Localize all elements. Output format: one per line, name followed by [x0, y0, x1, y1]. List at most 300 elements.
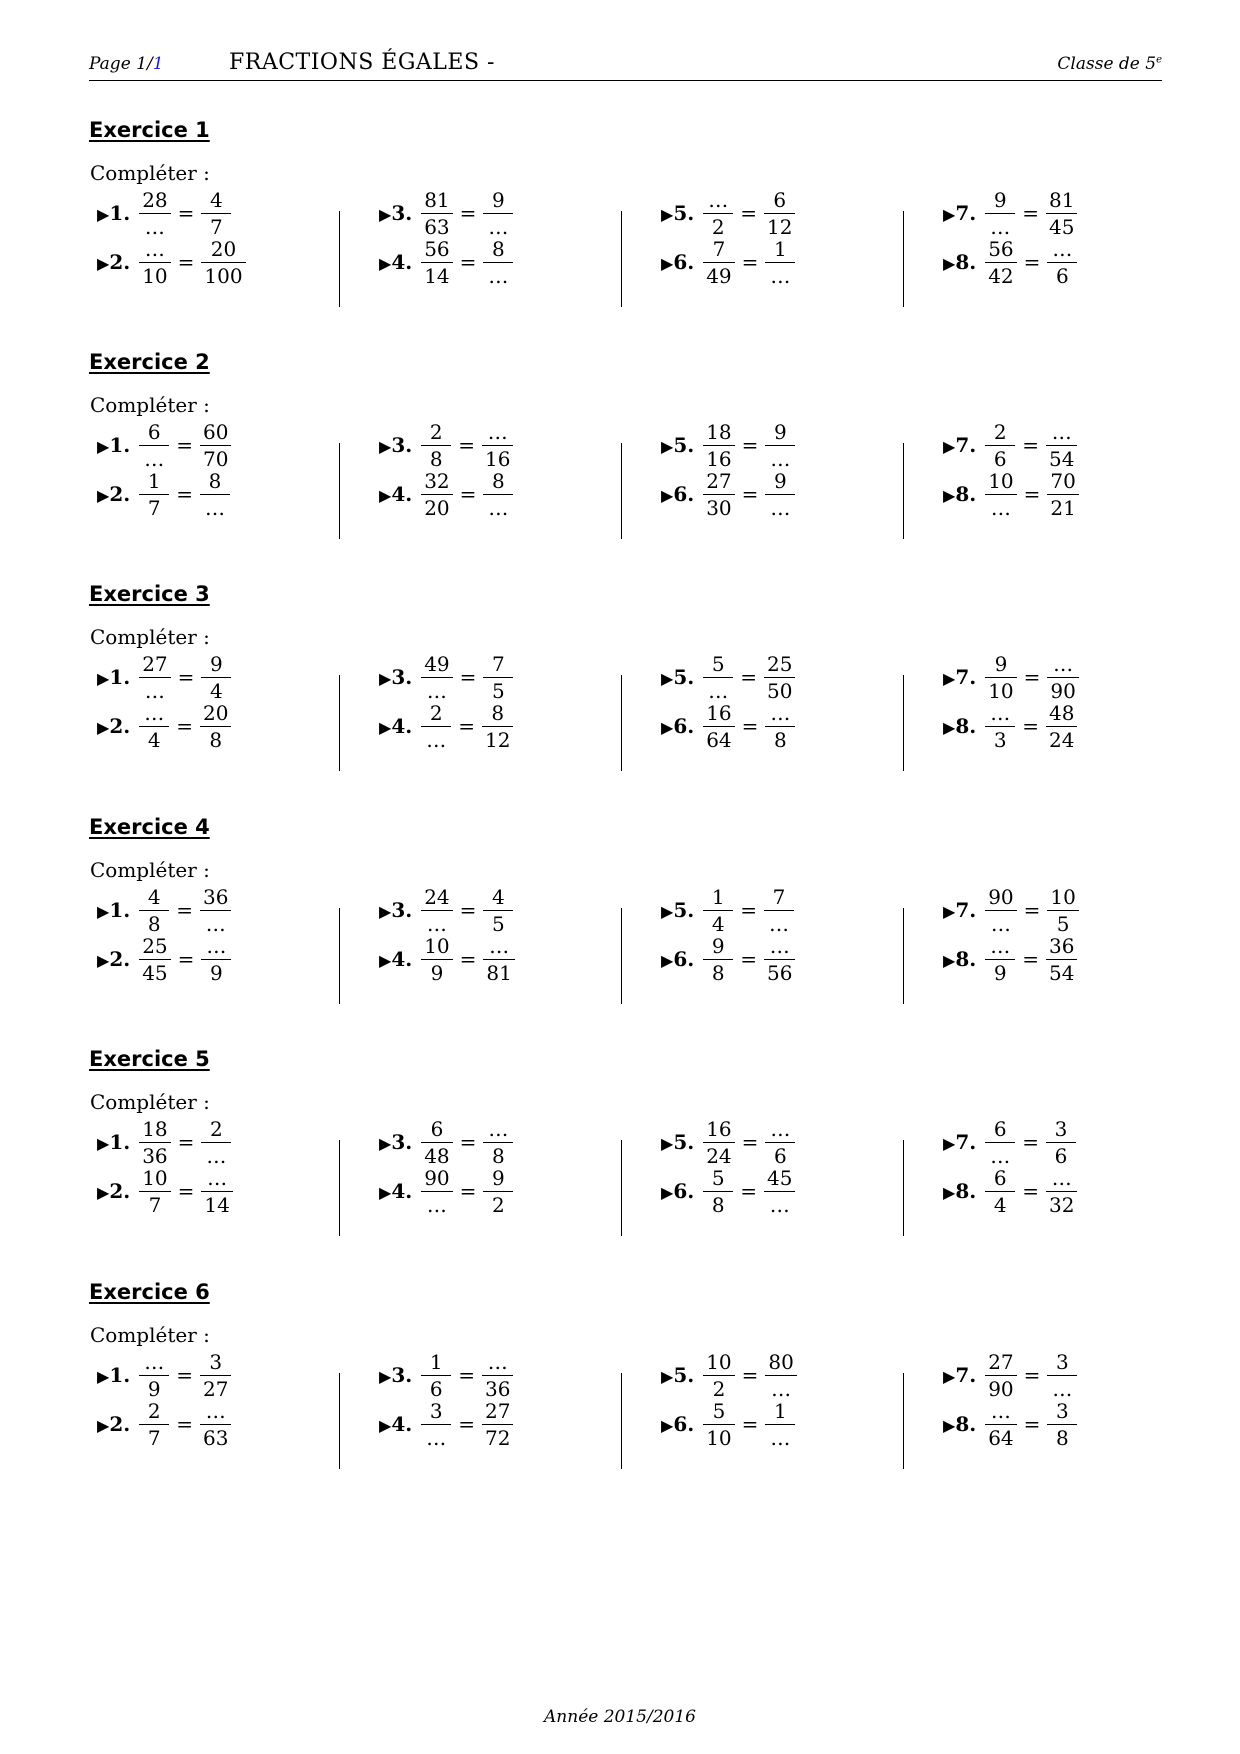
denominator[interactable]: … — [985, 494, 1016, 518]
numerator[interactable]: 25 — [766, 651, 793, 676]
left-fraction — [421, 700, 451, 752]
denominator[interactable]: 4 — [139, 726, 169, 750]
numerator[interactable]: 5 — [711, 651, 725, 676]
denominator[interactable]: 3 — [985, 726, 1015, 750]
numerator[interactable]: 1 — [147, 468, 161, 493]
equation-item — [379, 418, 513, 472]
denominator[interactable]: … — [483, 213, 513, 237]
item-number — [943, 714, 976, 738]
equals-sign: = — [459, 250, 477, 274]
numerator[interactable]: 8 — [491, 700, 505, 725]
denominator[interactable]: 12 — [764, 213, 795, 237]
denominator[interactable]: 16 — [703, 445, 734, 469]
denominator[interactable]: 5 — [483, 677, 513, 701]
equation-item — [661, 932, 795, 986]
numerator[interactable]: 36 — [202, 884, 229, 909]
denominator[interactable]: 12 — [482, 726, 513, 750]
item-label: 1. — [109, 1363, 131, 1387]
numerator[interactable]: 1 — [711, 884, 725, 909]
denominator[interactable]: 90 — [1047, 677, 1078, 701]
denominator[interactable]: 90 — [985, 1375, 1016, 1399]
numerator[interactable]: … — [770, 700, 791, 725]
numerator[interactable]: 9 — [994, 651, 1008, 676]
denominator[interactable]: 8 — [200, 726, 231, 750]
right-fraction — [482, 700, 513, 752]
item-number — [943, 1179, 976, 1203]
equals-sign: = — [176, 1412, 193, 1436]
denominator[interactable]: 7 — [139, 494, 169, 518]
numerator[interactable]: 6 — [430, 1116, 444, 1141]
equation-item — [379, 650, 513, 704]
numerator[interactable]: … — [1053, 651, 1074, 676]
page-total-link[interactable]: 1 — [152, 54, 164, 74]
denominator[interactable]: … — [765, 1375, 796, 1399]
equals-sign: = — [176, 482, 193, 506]
numerator[interactable]: 4 — [147, 884, 161, 909]
denominator[interactable]: 7 — [201, 213, 231, 237]
denominator[interactable]: 16 — [482, 445, 513, 469]
denominator[interactable]: 64 — [985, 1424, 1016, 1448]
numerator[interactable]: 10 — [1050, 884, 1076, 909]
item-number — [97, 898, 130, 922]
numerator[interactable]: 4 — [210, 187, 223, 212]
item-label: 5. — [673, 1130, 695, 1154]
numerator[interactable]: 6 — [147, 419, 161, 444]
denominator[interactable]: … — [483, 494, 513, 518]
denominator[interactable]: 8 — [483, 1142, 513, 1166]
denominator[interactable]: 100 — [201, 262, 245, 286]
triangle-bullet-icon: ▶ — [943, 1134, 956, 1153]
item-number — [943, 433, 976, 457]
denominator[interactable]: 4 — [985, 1191, 1015, 1215]
item-number — [379, 433, 412, 457]
denominator[interactable]: … — [765, 262, 795, 286]
triangle-bullet-icon: ▶ — [943, 205, 956, 224]
item-number — [661, 201, 694, 225]
numerator[interactable]: 9 — [774, 419, 787, 444]
triangle-bullet-icon: ▶ — [97, 951, 110, 970]
numerator[interactable]: 2 — [210, 1116, 223, 1141]
denominator[interactable]: … — [985, 1142, 1015, 1166]
denominator[interactable]: 36 — [482, 1375, 513, 1399]
right-fraction — [482, 419, 513, 471]
numerator[interactable]: 8 — [492, 468, 505, 493]
denominator[interactable]: … — [421, 677, 452, 701]
numerator[interactable]: 9 — [492, 187, 505, 212]
item-label: 3. — [391, 898, 413, 922]
denominator[interactable]: 32 — [1046, 1191, 1077, 1215]
numerator[interactable]: 60 — [202, 419, 229, 444]
denominator[interactable]: … — [139, 445, 169, 469]
equals-sign: = — [1022, 201, 1039, 225]
denominator[interactable]: 9 — [985, 959, 1015, 983]
numerator[interactable]: 90 — [424, 1165, 450, 1190]
triangle-bullet-icon: ▶ — [379, 902, 392, 921]
denominator[interactable]: 49 — [703, 262, 734, 286]
numerator[interactable]: 81 — [424, 187, 450, 212]
numerator[interactable]: 8 — [208, 468, 222, 493]
numerator[interactable]: 3 — [209, 1349, 223, 1374]
right-fraction — [483, 187, 513, 239]
denominator[interactable]: 63 — [200, 1424, 231, 1448]
denominator[interactable]: … — [764, 910, 794, 934]
item-number — [379, 898, 412, 922]
equation-item — [943, 1164, 1077, 1218]
denominator[interactable]: 4 — [703, 910, 733, 934]
numerator[interactable]: 56 — [988, 236, 1014, 261]
denominator[interactable]: 45 — [139, 959, 170, 983]
denominator[interactable]: 30 — [703, 494, 734, 518]
numerator[interactable]: 10 — [706, 1349, 732, 1374]
denominator[interactable]: … — [703, 677, 733, 701]
denominator[interactable]: 2 — [703, 213, 733, 237]
denominator[interactable]: … — [1047, 1375, 1077, 1399]
item-number — [379, 714, 412, 738]
denominator[interactable]: 50 — [764, 677, 795, 701]
right-fraction — [200, 700, 231, 752]
numerator[interactable]: 1 — [774, 236, 787, 261]
right-fraction — [1046, 933, 1077, 985]
numerator[interactable]: 27 — [142, 651, 168, 676]
numerator[interactable]: 2 — [147, 1398, 161, 1423]
denominator[interactable]: … — [765, 494, 795, 518]
numerator[interactable]: 5 — [711, 1165, 725, 1190]
numerator[interactable]: 6 — [993, 1116, 1007, 1141]
denominator[interactable]: … — [765, 445, 795, 469]
equation-item — [97, 883, 231, 937]
left-fraction — [985, 884, 1016, 936]
numerator[interactable]: 16 — [706, 700, 732, 725]
item-label: 5. — [673, 433, 695, 457]
numerator[interactable]: … — [144, 1349, 165, 1374]
denominator[interactable]: … — [139, 677, 170, 701]
right-fraction — [1046, 187, 1077, 239]
left-fraction — [139, 187, 170, 239]
denominator[interactable]: 9 — [201, 959, 231, 983]
numerator[interactable]: … — [144, 236, 165, 261]
denominator[interactable]: 9 — [139, 1375, 169, 1399]
equation-item — [379, 467, 513, 521]
numerator[interactable]: … — [708, 187, 729, 212]
triangle-bullet-icon: ▶ — [661, 1134, 674, 1153]
numerator[interactable]: 27 — [484, 1398, 511, 1423]
numerator[interactable]: … — [990, 700, 1011, 725]
triangle-bullet-icon: ▶ — [661, 254, 674, 273]
denominator[interactable]: 21 — [1047, 494, 1078, 518]
denominator[interactable]: 10 — [139, 262, 170, 286]
denominator[interactable]: 6 — [421, 1375, 451, 1399]
exercise-instruction: Compléter : — [90, 858, 210, 882]
column-separator — [339, 908, 340, 1004]
item-number — [379, 201, 412, 225]
column-separator — [339, 211, 340, 307]
denominator[interactable]: … — [985, 213, 1015, 237]
denominator[interactable]: 45 — [1046, 213, 1077, 237]
numerator[interactable]: 32 — [424, 468, 450, 493]
triangle-bullet-icon: ▶ — [379, 1134, 392, 1153]
denominator[interactable]: 27 — [200, 1375, 231, 1399]
denominator[interactable]: … — [765, 1424, 795, 1448]
exercise-1 — [89, 118, 1162, 318]
numerator[interactable]: … — [487, 1349, 508, 1374]
denominator[interactable]: 8 — [703, 959, 733, 983]
class-label-superscript: e — [1156, 54, 1162, 66]
equation-item — [97, 1397, 231, 1451]
numerator[interactable]: 7 — [772, 884, 786, 909]
item-number — [661, 898, 694, 922]
item-label: 2. — [109, 482, 131, 506]
triangle-bullet-icon: ▶ — [379, 205, 392, 224]
numerator[interactable]: 24 — [424, 884, 450, 909]
denominator[interactable]: 14 — [421, 262, 452, 286]
item-label: 5. — [673, 201, 695, 225]
item-number — [661, 433, 694, 457]
equation-item — [661, 1348, 797, 1402]
triangle-bullet-icon: ▶ — [943, 254, 956, 273]
numerator[interactable]: 3 — [1054, 1116, 1068, 1141]
denominator[interactable]: 6 — [1047, 262, 1077, 286]
equation-item — [661, 235, 795, 289]
right-fraction — [765, 236, 795, 288]
numerator[interactable]: 2 — [429, 700, 443, 725]
item-number — [379, 1412, 412, 1436]
item-label: 2. — [109, 1179, 131, 1203]
left-fraction — [703, 933, 733, 985]
numerator[interactable]: 2 — [993, 419, 1007, 444]
item-label: 2. — [109, 714, 131, 738]
left-fraction — [985, 1349, 1016, 1401]
exercise-instruction: Compléter : — [90, 1323, 210, 1347]
numerator[interactable]: 3 — [429, 1398, 443, 1423]
right-fraction — [200, 1398, 231, 1450]
class-label — [1057, 54, 1162, 74]
denominator[interactable]: 6 — [985, 445, 1015, 469]
right-fraction — [201, 1165, 232, 1217]
numerator[interactable]: … — [770, 1116, 791, 1141]
equals-sign: = — [1022, 1130, 1039, 1154]
triangle-bullet-icon: ▶ — [379, 437, 392, 456]
left-fraction — [985, 187, 1015, 239]
triangle-bullet-icon: ▶ — [661, 1416, 674, 1435]
right-fraction — [1046, 700, 1077, 752]
denominator[interactable]: 36 — [139, 1142, 170, 1166]
numerator[interactable]: 90 — [988, 884, 1014, 909]
denominator[interactable]: 70 — [200, 445, 231, 469]
denominator[interactable]: 2 — [703, 1375, 734, 1399]
denominator[interactable]: 10 — [985, 677, 1016, 701]
numerator[interactable]: … — [205, 1398, 226, 1423]
numerator[interactable]: 28 — [142, 187, 168, 212]
denominator[interactable]: 14 — [201, 1191, 232, 1215]
denominator[interactable]: … — [764, 1191, 795, 1215]
item-label: 6. — [673, 482, 695, 506]
equals-sign: = — [176, 898, 193, 922]
equals-sign: = — [1023, 250, 1041, 274]
denominator[interactable]: 8 — [139, 910, 169, 934]
numerator[interactable]: 27 — [988, 1349, 1014, 1374]
numerator[interactable]: 9 — [993, 187, 1007, 212]
numerator[interactable]: … — [769, 933, 790, 958]
equation-item — [379, 932, 515, 986]
numerator[interactable]: … — [489, 933, 510, 958]
numerator[interactable]: 10 — [988, 468, 1014, 493]
numerator[interactable]: 70 — [1050, 468, 1076, 493]
denominator[interactable]: 9 — [421, 959, 452, 983]
numerator[interactable]: 6 — [993, 1165, 1007, 1190]
denominator[interactable]: 24 — [1046, 726, 1077, 750]
numerator[interactable]: 3 — [1056, 1398, 1069, 1423]
numerator[interactable]: 27 — [706, 468, 732, 493]
item-number — [379, 1179, 412, 1203]
left-fraction — [421, 419, 451, 471]
denominator[interactable]: 54 — [1046, 959, 1077, 983]
column-separator — [621, 908, 622, 1004]
numerator[interactable]: … — [1051, 1165, 1072, 1190]
column-separator — [621, 1140, 622, 1236]
numerator[interactable]: … — [990, 933, 1011, 958]
right-fraction — [1046, 1165, 1077, 1217]
numerator[interactable]: 7 — [492, 651, 505, 676]
denominator[interactable]: … — [421, 1191, 452, 1215]
numerator[interactable]: … — [207, 1165, 228, 1190]
numerator[interactable]: 18 — [142, 1116, 168, 1141]
numerator[interactable]: 20 — [210, 236, 237, 261]
denominator[interactable]: 4 — [201, 677, 231, 701]
numerator[interactable]: … — [990, 1398, 1011, 1423]
right-fraction — [764, 933, 795, 985]
numerator[interactable]: … — [1052, 236, 1073, 261]
numerator[interactable]: … — [1051, 419, 1072, 444]
equation-item — [661, 650, 795, 704]
triangle-bullet-icon: ▶ — [97, 902, 110, 921]
numerator[interactable]: 7 — [712, 236, 726, 261]
numerator[interactable]: … — [488, 1116, 509, 1141]
denominator[interactable]: 54 — [1046, 445, 1077, 469]
numerator[interactable]: 8 — [492, 236, 505, 261]
numerator[interactable]: 9 — [711, 933, 725, 958]
denominator[interactable]: … — [421, 1424, 451, 1448]
numerator[interactable]: 4 — [492, 884, 505, 909]
denominator[interactable]: 5 — [483, 910, 513, 934]
denominator[interactable]: 63 — [421, 213, 452, 237]
denominator[interactable]: … — [200, 494, 230, 518]
numerator[interactable]: 9 — [774, 468, 787, 493]
denominator[interactable]: 20 — [421, 494, 452, 518]
numerator[interactable]: 25 — [142, 933, 168, 958]
item-label: 4. — [391, 482, 413, 506]
denominator[interactable]: 72 — [482, 1424, 513, 1448]
denominator[interactable]: 7 — [139, 1191, 170, 1215]
denominator[interactable]: 8 — [421, 445, 451, 469]
right-fraction — [764, 884, 794, 936]
numerator[interactable]: 80 — [768, 1349, 794, 1374]
right-fraction — [483, 651, 513, 703]
column-separator — [903, 908, 904, 1004]
denominator[interactable]: 6 — [1046, 1142, 1076, 1166]
denominator[interactable]: 81 — [483, 959, 514, 983]
numerator[interactable]: 5 — [712, 1398, 726, 1423]
item-number — [661, 665, 694, 689]
item-label: 5. — [673, 665, 695, 689]
denominator[interactable]: … — [985, 910, 1016, 934]
equation-item — [661, 186, 795, 240]
numerator[interactable]: … — [206, 933, 227, 958]
denominator[interactable]: 10 — [703, 1424, 734, 1448]
equation-item — [943, 186, 1077, 240]
column-separator — [903, 443, 904, 539]
numerator[interactable]: 18 — [706, 419, 732, 444]
item-label: 7. — [955, 665, 977, 689]
denominator[interactable]: 7 — [139, 1424, 169, 1448]
triangle-bullet-icon: ▶ — [661, 1367, 674, 1386]
numerator[interactable]: 2 — [429, 419, 443, 444]
page-number — [89, 54, 164, 74]
triangle-bullet-icon: ▶ — [97, 1416, 110, 1435]
denominator[interactable]: 8 — [1047, 1424, 1077, 1448]
denominator[interactable]: 6 — [765, 1142, 795, 1166]
right-fraction — [201, 933, 231, 985]
triangle-bullet-icon: ▶ — [943, 437, 956, 456]
numerator[interactable]: 48 — [1048, 700, 1075, 725]
denominator[interactable]: 2 — [483, 1191, 513, 1215]
numerator[interactable]: 45 — [766, 1165, 793, 1190]
numerator[interactable]: 81 — [1048, 187, 1075, 212]
numerator[interactable]: 36 — [1048, 933, 1075, 958]
equation-item — [661, 1397, 795, 1451]
numerator[interactable]: 10 — [424, 933, 450, 958]
triangle-bullet-icon: ▶ — [97, 254, 110, 273]
denominator[interactable]: 8 — [703, 1191, 733, 1215]
numerator[interactable]: 49 — [424, 651, 450, 676]
triangle-bullet-icon: ▶ — [97, 1183, 110, 1202]
numerator[interactable]: 1 — [774, 1398, 787, 1423]
denominator[interactable]: 24 — [703, 1142, 734, 1166]
right-fraction — [482, 1349, 513, 1401]
denominator[interactable]: … — [421, 910, 452, 934]
item-label: 6. — [673, 714, 695, 738]
numerator[interactable]: 3 — [1056, 1349, 1069, 1374]
equals-sign: = — [740, 665, 757, 689]
numerator[interactable]: 1 — [429, 1349, 443, 1374]
denominator[interactable]: … — [483, 262, 513, 286]
denominator[interactable]: 56 — [764, 959, 795, 983]
numerator[interactable]: 9 — [492, 1165, 505, 1190]
denominator[interactable]: … — [200, 910, 231, 934]
denominator[interactable]: 5 — [1047, 910, 1078, 934]
numerator[interactable]: 10 — [142, 1165, 168, 1190]
denominator[interactable]: … — [421, 726, 451, 750]
left-fraction — [139, 651, 170, 703]
equation-item — [379, 1115, 513, 1169]
denominator[interactable]: … — [201, 1142, 231, 1166]
numerator[interactable]: 6 — [773, 187, 787, 212]
denominator[interactable]: 48 — [421, 1142, 452, 1166]
numerator[interactable]: 20 — [202, 700, 229, 725]
numerator[interactable]: … — [487, 419, 508, 444]
denominator[interactable]: … — [139, 213, 170, 237]
denominator[interactable]: 8 — [765, 726, 795, 750]
column-separator — [621, 443, 622, 539]
equals-sign: = — [459, 1130, 477, 1154]
denominator[interactable]: 64 — [703, 726, 734, 750]
numerator[interactable]: … — [144, 700, 165, 725]
equals-sign: = — [177, 1130, 195, 1154]
numerator[interactable]: 9 — [210, 651, 223, 676]
numerator[interactable]: 56 — [424, 236, 450, 261]
left-fraction — [985, 419, 1015, 471]
numerator[interactable]: 16 — [706, 1116, 732, 1141]
denominator[interactable]: 42 — [985, 262, 1016, 286]
